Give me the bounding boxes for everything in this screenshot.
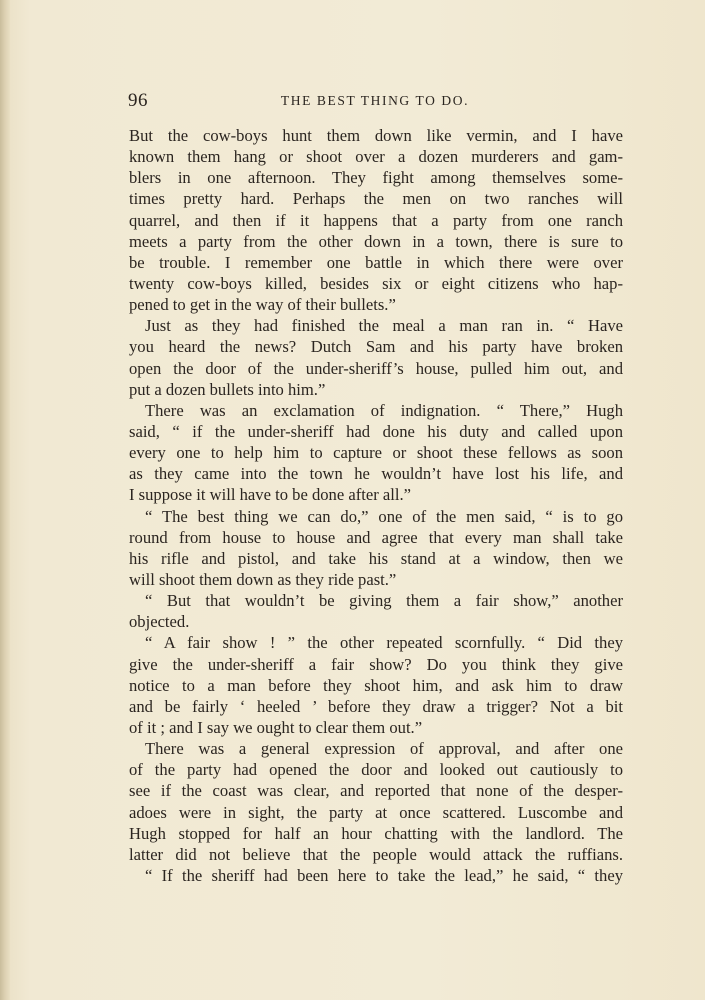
running-title: THE BEST THING TO DO. — [280, 93, 470, 108]
text-line: meets a party from the other down in a town, there is sure to — [129, 231, 623, 251]
text-line: as they came into the town he wouldn’t have lost his life, and — [129, 464, 623, 484]
text-line: There was an exclamation of indignation. “ There,” Hugh — [145, 400, 623, 420]
text-line: will shoot them down as they ride past.” — [129, 569, 397, 589]
text-line: you heard the news? Dutch Sam and his party have broken — [129, 337, 623, 357]
text-line: every one to help him to capture or shoot these fellows as soon — [129, 443, 623, 463]
text-line: “ The best thing we can do,” one of the men said, “ is to go — [145, 506, 623, 526]
text-line: said, “ if the under-sheriff had done his duty and called upon — [129, 421, 623, 441]
text-line: open the door of the under-sheriff’s house, pulled him out, and — [129, 358, 623, 378]
text-line: be trouble. I remember one battle in which there were over — [129, 252, 623, 272]
text-line: Hugh stopped for half an hour chatting with the landlord. The — [129, 823, 623, 843]
text-line: But the cow-boys hunt them down like vermin, and I have — [129, 126, 623, 145]
text-line: Just as they had finished the meal a man ran in. “ Have — [145, 316, 623, 336]
text-line: notice to a man before they shoot him, and ask him to draw — [129, 675, 623, 695]
text-line: quarrel, and then if it happens that a party from one ranch — [129, 210, 623, 230]
text-line: give the under-sheriff a fair show? Do you think they give — [129, 654, 623, 674]
text-line: twenty cow-boys killed, besides six or eight citizens who hap- — [129, 273, 623, 293]
text-line: round from house to house and agree that every man shall take — [129, 527, 623, 547]
body-text — [129, 125, 623, 886]
text-line: “ A fair show ! ” the other repeated scornfully. “ Did they — [145, 633, 623, 653]
text-line: “ But that wouldn’t be giving them a fair show,” another — [145, 591, 623, 611]
text-line: times pretty hard. Perhaps the men on two ranches will — [129, 189, 623, 209]
page-spine-edge — [0, 0, 10, 1000]
text-line: of it ; and I say we ought to clear them out.” — [129, 717, 423, 737]
text-line: “ If the sheriff had been here to take the lead,” he said, “ they — [145, 865, 623, 885]
text-line: his rifle and pistol, and take his stand at a window, then we — [129, 548, 623, 568]
text-line: I suppose it will have to be done after all.” — [129, 485, 412, 505]
page-header — [128, 90, 622, 114]
text-line: blers in one afternoon. They fight among themselves some- — [129, 168, 623, 188]
text-line: objected. — [129, 612, 190, 632]
text-line: latter did not believe that the people would attack the ruffians. — [129, 844, 623, 864]
text-line: and be fairly ‘ heeled ’ before they draw a trigger? Not a bit — [129, 696, 623, 716]
text-line: adoes were in sight, the party at once scattered. Luscombe and — [129, 802, 623, 822]
text-line: see if the coast was clear, and reported that none of the desper- — [129, 781, 623, 801]
text-line: There was a general expression of approval, and after one — [145, 739, 623, 759]
text-line: of the party had opened the door and looked out cautiously to — [129, 760, 623, 780]
text-line: pened to get in the way of their bullets.” — [129, 295, 396, 315]
page-number: 96 — [128, 90, 148, 111]
text-line: known them hang or shoot over a dozen murderers and gam- — [129, 147, 623, 167]
text-line: put a dozen bullets into him.” — [129, 379, 326, 399]
